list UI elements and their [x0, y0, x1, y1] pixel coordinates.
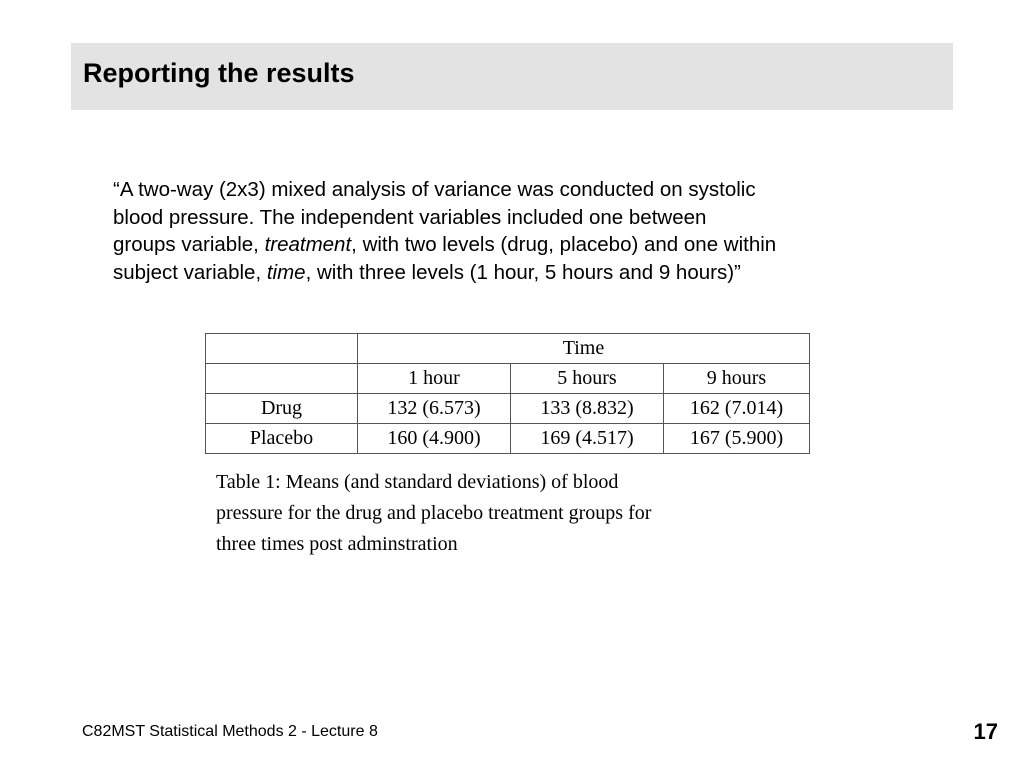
quote-text: , with three levels (1 hour, 5 hours and 9 hours)”: [305, 260, 741, 284]
row-label-drug: Drug: [206, 394, 358, 424]
column-header-9-hours: 9 hours: [664, 364, 810, 394]
row-label-placebo: Placebo: [206, 424, 358, 454]
caption-line: pressure for the drug and placebo treatment groups for: [216, 502, 652, 524]
footer-course-label: C82MST Statistical Methods 2 - Lecture 8: [82, 723, 378, 740]
table-subheader-row: [206, 364, 810, 394]
table-row: [206, 394, 810, 424]
quote-line: “A two-way (2x3) mixed analysis of variance was conducted on systolic: [113, 178, 756, 201]
table-cell: 132 (6.573): [358, 394, 511, 424]
quote-paragraph: [113, 176, 958, 286]
quote-emphasis-treatment: treatment: [264, 233, 352, 256]
caption-line: three times post adminstration: [216, 533, 458, 555]
quote-text: subject variable,: [113, 260, 267, 284]
table-cell: 133 (8.832): [511, 394, 664, 424]
table-cell: 160 (4.900): [358, 424, 511, 454]
table-cell: 169 (4.517): [511, 424, 664, 454]
table-cell: 167 (5.900): [664, 424, 810, 454]
table-row: [206, 424, 810, 454]
caption-line: Table 1: Means (and standard deviations) of blood: [216, 471, 619, 493]
table-corner-cell: [206, 364, 358, 394]
time-header-cell: Time: [358, 334, 810, 364]
quote-line: [113, 231, 958, 259]
table-cell: 162 (7.014): [664, 394, 810, 424]
title-bar: [71, 43, 953, 110]
slide-title: Reporting the results: [83, 58, 355, 88]
table-corner-cell: [206, 334, 358, 364]
column-header-1-hour: 1 hour: [358, 364, 511, 394]
column-header-5-hours: 5 hours: [511, 364, 664, 394]
quote-text: , with two levels (drug, placebo) and one within: [351, 233, 777, 256]
quote-text: groups variable,: [113, 233, 265, 256]
table-header-row: [206, 334, 810, 364]
slide-number: 17: [973, 719, 998, 744]
table-caption: [216, 467, 816, 560]
quote-line: blood pressure. The independent variables included one between: [113, 205, 707, 229]
quote-line: [113, 259, 958, 287]
quote-emphasis-time: time: [266, 260, 306, 284]
results-table: [205, 333, 810, 454]
